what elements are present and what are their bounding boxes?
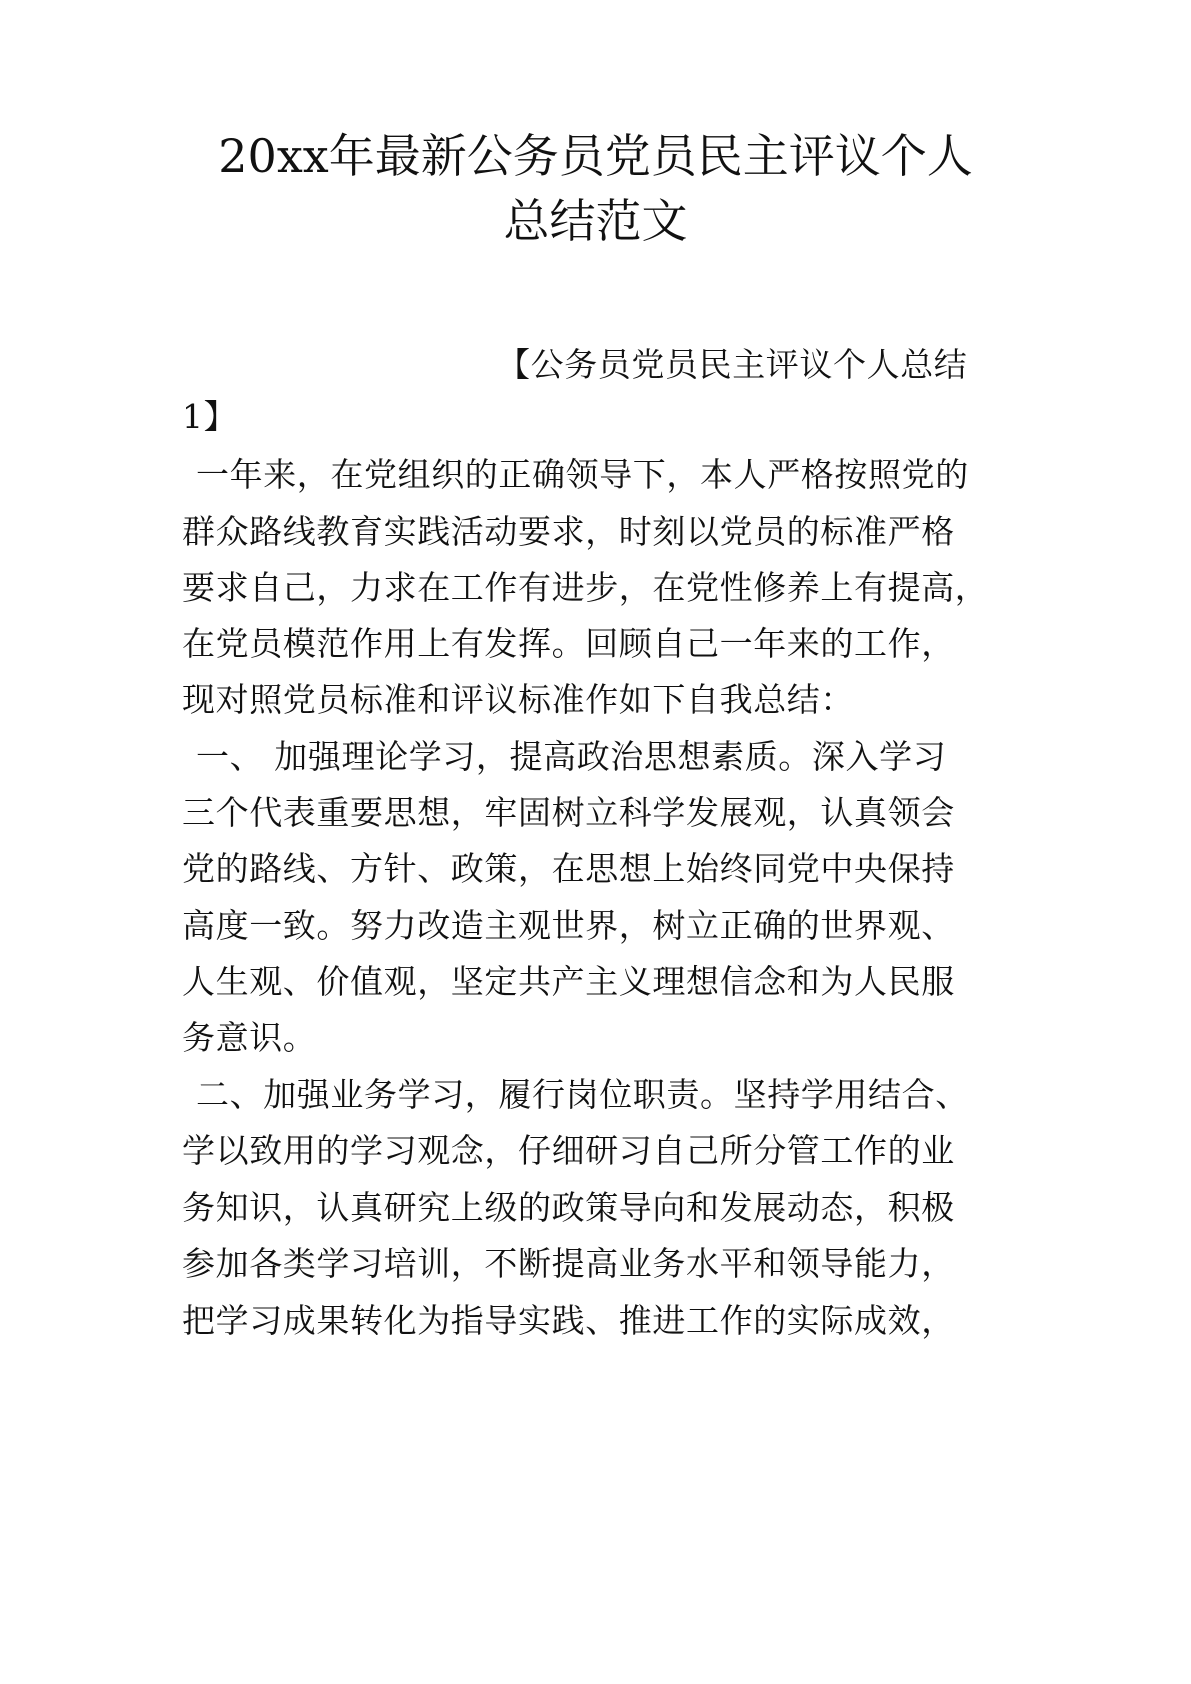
paragraph2-line-5: 人生观、价值观，坚定共产主义理想信念和为人民服 <box>182 962 955 1001</box>
paragraph3-line-1: 二、加强业务学习，履行岗位职责。坚持学用结合、 <box>196 1075 969 1114</box>
section-heading-line-1: 【公务员党员民主评议个人总结 <box>497 345 968 384</box>
paragraph3-line-2: 学以致用的学习观念，仔细研习自己所分管工作的业 <box>182 1131 955 1170</box>
paragraph1-line-2: 群众路线教育实践活动要求，时刻以党员的标准严格 <box>182 512 955 551</box>
paragraph2-line-1: 一、 加强理论学习，提高政治思想素质。深入学习 <box>196 737 947 776</box>
paragraph3-line-3: 务知识，认真研究上级的政策导向和发展动态，积极 <box>182 1188 955 1227</box>
paragraph3-line-4: 参加各类学习培训，不断提高业务水平和领导能力， <box>182 1244 955 1283</box>
section-heading-line-2: 1】 <box>182 397 238 436</box>
paragraph2-line-3: 党的路线、方针、政策，在思想上始终同党中央保持 <box>182 849 955 888</box>
paragraph1-line-1: 一年来，在党组织的正确领导下，本人严格按照党的 <box>196 455 969 494</box>
paragraph3-line-5: 把学习成果转化为指导实践、推进工作的实际成效， <box>182 1301 955 1340</box>
document-title-line-1: 20xx年最新公务员党员民主评议个人 <box>218 129 973 183</box>
paragraph1-line-5: 现对照党员标准和评议标准作如下自我总结： <box>182 680 854 719</box>
document-title-line-2: 总结范文 <box>503 194 688 248</box>
paragraph2-line-6: 务意识。 <box>182 1018 317 1057</box>
paragraph1-line-4: 在党员模范作用上有发挥。回顾自己一年来的工作， <box>182 624 955 663</box>
paragraph1-line-3: 要求自己，力求在工作有进步，在党性修养上有提高， <box>182 568 989 607</box>
paragraph2-line-4: 高度一致。努力改造主观世界，树立正确的世界观、 <box>182 906 955 945</box>
paragraph2-line-2: 三个代表重要思想，牢固树立科学发展观，认真领会 <box>182 793 955 832</box>
